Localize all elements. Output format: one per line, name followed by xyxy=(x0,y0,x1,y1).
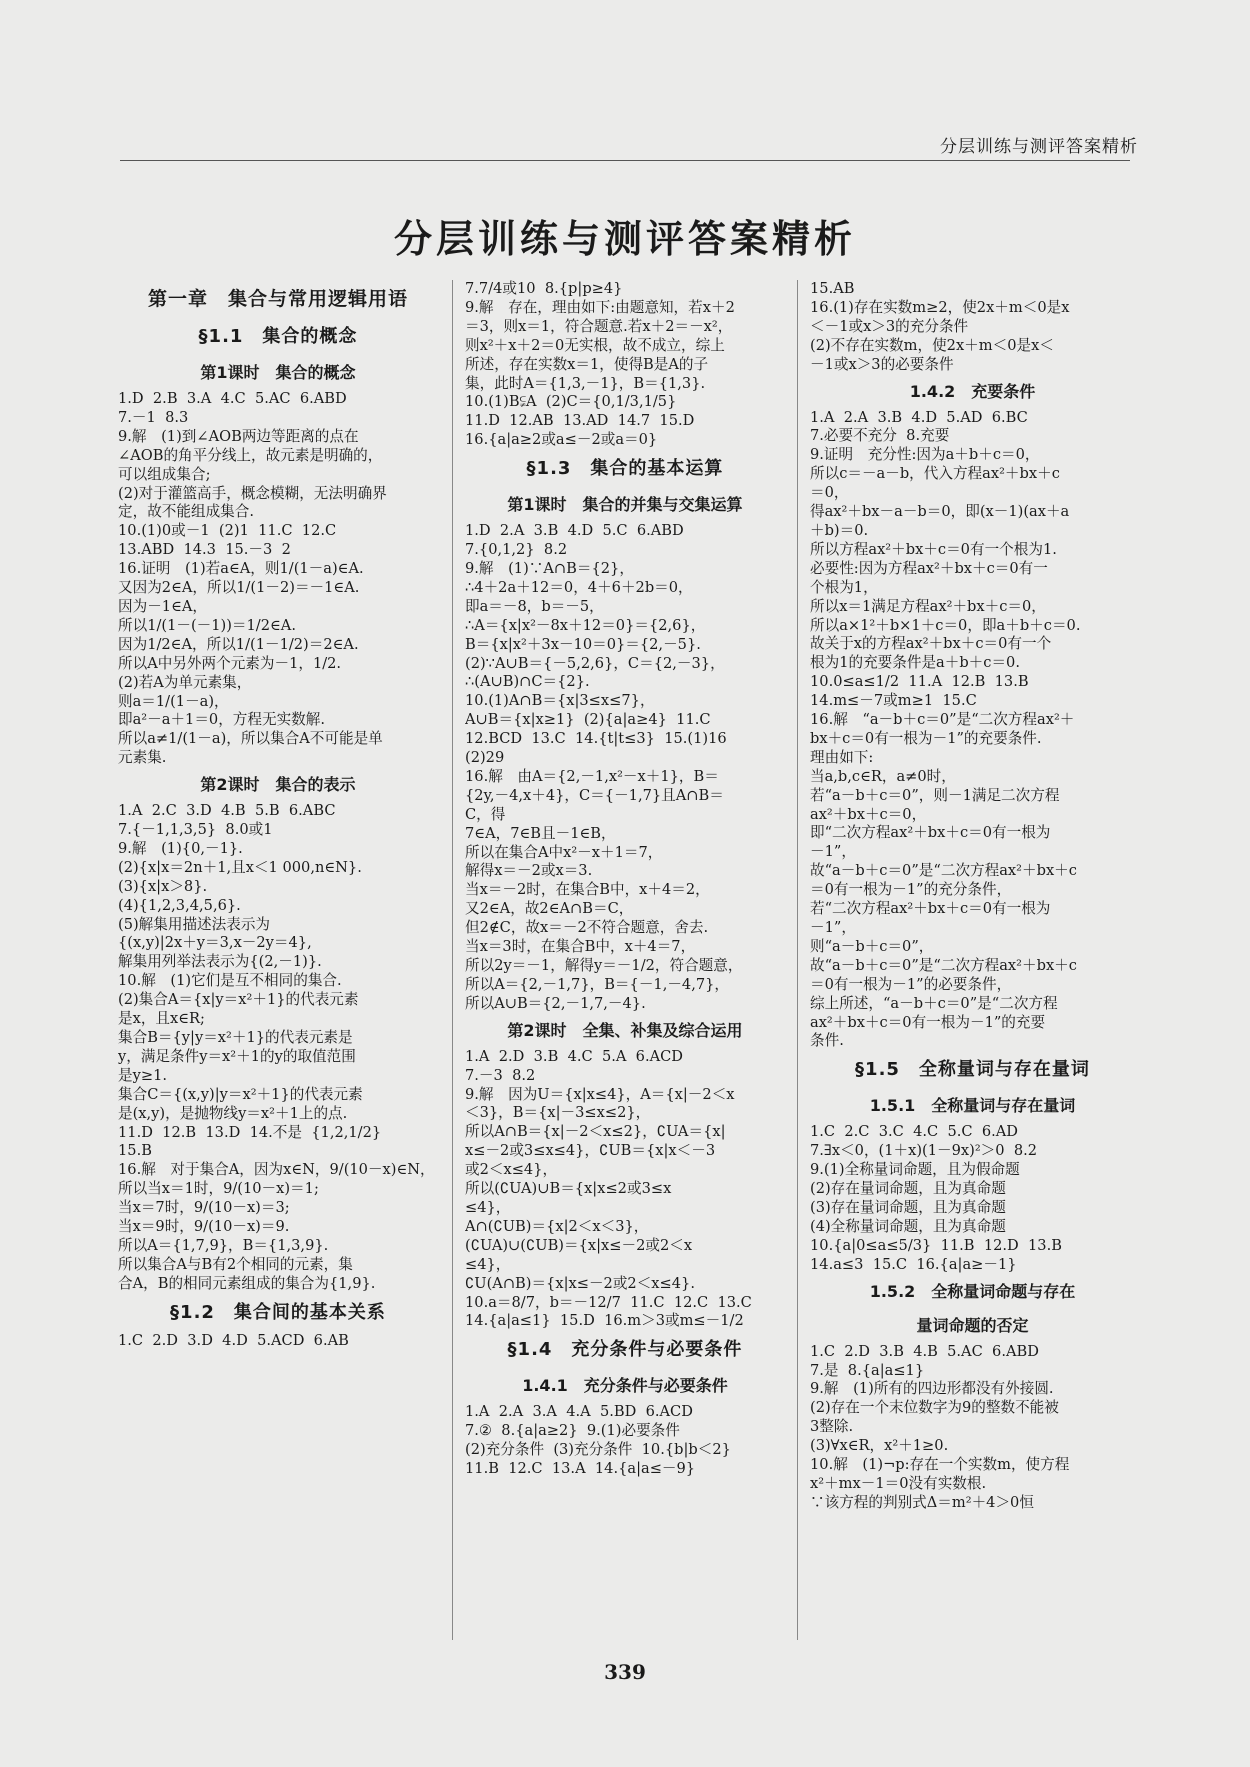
answer-line: 15.AB xyxy=(810,280,855,297)
answer-line: ＝3，则x＝1，符合题意.若x＋2＝－x²， xyxy=(465,317,733,335)
answer-line: 所以x＝1满足方程ax²＋bx＋c＝0， xyxy=(810,597,1046,615)
answer-line: 必要性:因为方程ax²＋bx＋c＝0有一 xyxy=(810,559,1048,577)
answer-line: 因为1/2∈A，所以1/(1－1/2)＝2∈A. xyxy=(118,635,359,653)
answer-line: －1”， xyxy=(810,919,856,936)
answer-line: 1.A 2.C 3.D 4.B 5.B 6.ABC xyxy=(118,802,336,820)
answer-line: 16.解 由A＝{2,－1,x²－x＋1}，B＝ xyxy=(465,767,719,785)
answer-line: 所以2y＝－1，解得y＝－1/2，符合题意， xyxy=(465,957,743,974)
answer-line: (2)对于灌篮高手，概念模糊，无法明确界 xyxy=(118,484,387,502)
answer-line: 或2＜x≤4}， xyxy=(465,1161,558,1179)
answer-line: x≤－2或3≤x≤4}，∁UB＝{x|x＜－3 xyxy=(465,1142,716,1160)
answer-line: 所以A∪B＝{2,－1,7,－4}. xyxy=(465,994,646,1012)
answer-line: 即“二次方程ax²＋bx＋c＝0有一根为 xyxy=(810,824,1051,842)
subsection-heading: 第2课时 集合的表示 xyxy=(200,775,356,795)
answer-line: 11.D 12.B 13.D 14.不是 {1,2,1/2} xyxy=(118,1123,382,1141)
answer-line: 7.－1 8.3 xyxy=(118,408,189,426)
answer-line: (3){x|x＞8}. xyxy=(118,877,208,895)
answer-line: 12.BCD 13.C 14.{t|t≤3} 15.(1)16 xyxy=(465,730,727,748)
page-title: 分层训练与测评答案精析 xyxy=(393,217,856,261)
answer-line: 1.C 2.C 3.C 4.C 5.C 6.AD xyxy=(810,1123,1019,1141)
answer-line: 10.(1)B⫋A (2)C＝{0,1/3,1/5} xyxy=(465,393,677,411)
answer-line: 解集用列举法表示为{(2,－1)}. xyxy=(118,953,322,971)
answer-line: 1.C 2.D 3.B 4.B 5.AC 6.ABD xyxy=(810,1342,1039,1360)
answer-line: ∁U(A∩B)＝{x|x≤－2或2＜x≤4}. xyxy=(465,1274,695,1292)
answer-line: ＜－1或x＞3的充分条件 xyxy=(810,317,969,335)
answer-line: 14.m≤－7或m≥1 15.C xyxy=(810,692,977,710)
answer-line: －1或x＞3的必要条件 xyxy=(810,355,954,373)
answer-line: 是(x,y)，是抛物线y＝x²＋1上的点. xyxy=(118,1104,348,1122)
answer-line: 10.(1)0或－1 (2)1 11.C 12.C xyxy=(118,522,337,540)
answer-line: 7.7/4或10 8.{p|p≥4} xyxy=(465,280,623,297)
answer-line: 1.C 2.D 3.D 4.D 5.ACD 6.AB xyxy=(118,1331,349,1349)
answer-line: ≤4}， xyxy=(465,1198,511,1216)
answer-line: 所以A中另外两个元素为－1，1/2. xyxy=(118,654,342,672)
answer-line: ＝0有一根为－1”的必要条件， xyxy=(810,975,1012,993)
answer-line: 当x＝3时，在集合B中，x＋4＝7， xyxy=(465,938,696,956)
answer-line: ≤4}， xyxy=(465,1255,511,1273)
answer-line: 10.a＝8/7，b＝－12/7 11.C 12.C 13.C xyxy=(465,1293,752,1311)
answer-line: 7.是 8.{a|a≤1} xyxy=(810,1361,925,1379)
answer-line: ＝0， xyxy=(810,484,849,502)
answer-line: 所以a×1²＋b×1＋c＝0，即a＋b＋c＝0. xyxy=(810,616,1081,634)
answer-line: 条件. xyxy=(810,1032,844,1050)
answer-line: 因为－1∈A， xyxy=(118,597,208,615)
answer-line: 则x²＋x＋2＝0无实根，故不成立，综上 xyxy=(465,336,725,354)
answer-line: 所以(∁UA)∪B＝{x|x≤2或3≤x xyxy=(465,1180,672,1198)
answer-line: 9.(1)全称量词命题，且为假命题 xyxy=(810,1161,1020,1179)
answer-line: 14.a≤3 15.C 16.{a|a≥－1} xyxy=(810,1255,1017,1273)
answer-line: ∵该方程的判别式Δ＝m²＋4＞0恒 xyxy=(810,1493,1034,1511)
answer-line: 当x＝9时，9/(10－x)＝9. xyxy=(118,1218,290,1236)
answer-line: 合A，B的相同元素组成的集合为{1,9}. xyxy=(118,1274,376,1292)
answer-line: 即a＝－8，b＝－5， xyxy=(465,597,604,615)
answer-line: 故关于x的方程ax²＋bx＋c＝0有一个 xyxy=(810,635,1052,653)
answer-line: 9.证明 充分性:因为a＋b＋c＝0， xyxy=(810,446,1040,464)
answer-line: 7.必要不充分 8.充要 xyxy=(810,427,950,445)
answer-line: 10.0≤a≤1/2 11.A 12.B 13.B xyxy=(810,673,1029,691)
answer-line: (5)解集用描述法表示为 xyxy=(118,915,271,933)
answer-line: 10.解 (1)它们是互不相同的集合. xyxy=(118,972,342,990)
answer-line: (4){1,2,3,4,5,6}. xyxy=(118,896,241,914)
answer-line: 1.D 2.B 3.A 4.C 5.AC 6.ABD xyxy=(118,390,347,407)
answer-line: 则“a－b＋c＝0”， xyxy=(810,937,934,955)
answer-line: 所以A＝{1,7,9}，B＝{1,3,9}. xyxy=(118,1236,329,1254)
subsection-heading: 第1课时 集合的概念 xyxy=(200,363,356,382)
answer-line: 得ax²＋bx－a－b＝0，即(x－1)(ax＋a xyxy=(810,503,1070,521)
answer-line: 理由如下: xyxy=(810,748,874,766)
answer-line: 个根为1， xyxy=(810,578,878,596)
answer-line: 9.解 存在，理由如下:由题意知，若x＋2 xyxy=(465,298,735,316)
answer-line: (2)集合A＝{x|y＝x²＋1}的代表元素 xyxy=(118,991,359,1009)
answer-line: ＝0有一根为－1”的充分条件， xyxy=(810,881,1012,899)
answer-line: 7.－3 8.2 xyxy=(465,1066,536,1084)
answer-line: 7.② 8.{a|a≥2} 9.(1)必要条件 xyxy=(465,1422,680,1440)
answer-line: 9.解 (1)到∠AOB两边等距离的点在 xyxy=(118,427,359,445)
answer-line: 7∈A，7∈B且－1∈B， xyxy=(465,824,616,842)
answer-line: 解得x＝－2或x＝3. xyxy=(465,862,593,880)
subsection-heading: 第2课时 全集、补集及综合运用 xyxy=(507,1020,743,1040)
answer-line: {(x,y)|2x＋y＝3,x－2y＝4}, xyxy=(118,934,312,952)
answer-line: 所以方程ax²＋bx＋c＝0有一个根为1. xyxy=(810,540,1057,558)
answer-line: 9.解 (1){0,－1}. xyxy=(118,839,243,857)
answer-line: 故“a－b＋c＝0”是“二次方程ax²＋bx＋c xyxy=(810,862,1077,880)
subsection-heading: 1.5.1 全称量词与存在量词 xyxy=(869,1096,1076,1116)
answer-line: 所以在集合A中x²－x＋1＝7， xyxy=(465,843,663,861)
answer-line: 16.证明 (1)若a∈A，则1/(1－a)∈A. xyxy=(118,560,364,578)
answer-line: 所以当x＝1时，9/(10－x)＝1; xyxy=(118,1180,319,1198)
section-heading: §1.1 集合的概念 xyxy=(198,326,358,347)
subsection-heading: 量词命题的否定 xyxy=(916,1315,1029,1335)
column-3 xyxy=(810,280,1135,1645)
answer-line: 则a＝1/(1－a)， xyxy=(118,692,229,710)
answer-line: (2){x|x＝2n＋1,且x＜1 000,n∈N}. xyxy=(118,858,362,876)
subsection-heading: 第1课时 集合的并集与交集运算 xyxy=(507,495,743,515)
subsection-heading: 1.5.2 全称量词命题与存在 xyxy=(869,1281,1076,1301)
answer-line: 定，故不能组成集合. xyxy=(118,503,254,521)
answer-line: 集合B＝{y|y＝x²＋1}的代表元素是 xyxy=(118,1029,353,1046)
running-head: 分层训练与测评答案精析 xyxy=(940,137,1138,157)
answer-line: 11.D 12.AB 13.AD 14.7 15.D xyxy=(465,412,695,430)
answer-line: 但2∉C，故x＝－2不符合题意，舍去. xyxy=(465,919,709,937)
answer-line: 根为1的充要条件是a＋b＋c＝0. xyxy=(810,654,1020,672)
answer-line: ∴4＋2a＋12＝0，4＋6＋2b＝0， xyxy=(465,578,693,596)
answer-line: 所以集合A与B有2个相同的元素，集 xyxy=(118,1255,353,1273)
answer-line: ∠AOB的角平分线上，故元素是明确的， xyxy=(118,446,383,464)
answer-line: 元素集. xyxy=(118,749,167,767)
answer-line: 集，此时A＝{1,3,－1}，B＝{1,3}. xyxy=(465,374,706,392)
section-heading: §1.4 充分条件与必要条件 xyxy=(507,1339,743,1361)
answer-line: x²＋mx－1＝0没有实数根. xyxy=(810,1474,987,1492)
answer-line: 9.解 (1)∵A∩B＝{2}， xyxy=(465,559,634,577)
answer-line: (4)全称量词命题，且为真命题 xyxy=(810,1217,1006,1235)
answer-line: ax²＋bx＋c＝0， xyxy=(810,805,927,823)
answer-line: －1”， xyxy=(810,843,856,861)
answer-line: 10.{a|0≤a≤5/3} 11.B 12.D 13.B xyxy=(810,1236,1062,1254)
answer-line: ∴(A∪B)∩C＝{2}. xyxy=(465,673,590,691)
section-heading: §1.5 全称量词与存在量词 xyxy=(855,1059,1090,1081)
answer-line: A∪B＝{x|x≥1} (2){a|a≥4} 11.C xyxy=(465,711,711,729)
answer-line: B＝{x|x²＋3x－10＝0}＝{2,－5}. xyxy=(465,635,701,653)
answer-line: 13.ABD 14.3 15.－3 2 xyxy=(118,541,291,559)
answer-line: ＋b)＝0. xyxy=(810,521,869,539)
answer-line: y，满足条件y＝x²＋1的y的取值范围 xyxy=(118,1047,356,1065)
answer-line: (2)若A为单元素集， xyxy=(118,673,252,691)
answer-line: 综上所述，“a－b＋c＝0”是“二次方程 xyxy=(810,994,1058,1012)
section-heading: §1.2 集合间的基本关系 xyxy=(170,1301,386,1323)
answer-line: 16.解 “a－b＋c＝0”是“二次方程ax²＋ xyxy=(810,711,1075,729)
header-rule xyxy=(120,160,1130,161)
answer-line: C，得 xyxy=(465,805,506,823)
answer-line: 当x＝－2时，在集合B中，x＋4＝2， xyxy=(465,881,710,899)
answer-line: 10.(1)A∩B＝{x|3≤x≤7}， xyxy=(465,692,655,710)
answer-line: 9.解 因为U＝{x|x≤4}，A＝{x|－2＜x xyxy=(465,1085,735,1103)
answer-line: 所以A∩B＝{x|－2＜x≤2}，∁UA＝{x| xyxy=(465,1123,726,1141)
answer-line: A∩(∁UB)＝{x|2＜x＜3}， xyxy=(465,1217,649,1235)
answer-line: 16.{a|a≥2或a≤－2或a＝0} xyxy=(465,431,658,449)
answer-line: 10.解 (1)¬p:存在一个实数m，使方程 xyxy=(810,1456,1070,1474)
column-2 xyxy=(465,280,785,1645)
answer-line: (2)29 xyxy=(465,749,505,767)
page-number: 339 xyxy=(604,1660,646,1684)
answer-line: (3)∀x∈R，x²＋1≥0. xyxy=(810,1437,949,1455)
answer-line: 所述，存在实数x＝1，使得B是A的子 xyxy=(465,355,709,373)
answer-line: 14.{a|a≤1} 15.D 16.m＞3或m≤－1/2 xyxy=(465,1312,744,1330)
answer-line: 又因为2∈A，所以1/(1－2)＝－1∈A. xyxy=(118,579,360,597)
answer-line: 1.A 2.D 3.B 4.C 5.A 6.ACD xyxy=(465,1047,684,1065)
answer-line: 即a²－a＋1＝0，方程无实数解. xyxy=(118,711,325,729)
answer-line: 7.{0,1,2} 8.2 xyxy=(465,541,568,559)
answer-line: (3)存在量词命题，且为真命题 xyxy=(810,1198,1006,1216)
answer-line: 所以A＝{2,－1,7}，B＝{－1,－4,7}， xyxy=(465,975,730,993)
answer-line: (2)不存在实数m，使2x＋m＜0是x＜ xyxy=(810,336,1054,354)
answer-line: 若“a－b＋c＝0”，则－1满足二次方程 xyxy=(810,786,1060,804)
column-divider xyxy=(452,280,453,1640)
answer-line: 11.B 12.C 13.A 14.{a|a≤－9} xyxy=(465,1460,696,1478)
answer-line: 3整除. xyxy=(810,1418,854,1436)
answer-line: (∁UA)∪(∁UB)＝{x|x≤－2或2＜x xyxy=(465,1236,693,1254)
answer-line: 是y≥1. xyxy=(118,1066,167,1084)
column-divider xyxy=(797,280,798,1640)
answer-line: 若“二次方程ax²＋bx＋c＝0有一根为 xyxy=(810,900,1051,918)
answer-line: 集合C＝{(x,y)|y＝x²＋1}的代表元素 xyxy=(118,1085,363,1103)
column-1 xyxy=(118,280,438,1645)
answer-line: 当x＝7时，9/(10－x)＝3; xyxy=(118,1199,290,1217)
section-heading: §1.3 集合的基本运算 xyxy=(526,458,724,480)
subsection-heading: 1.4.1 充分条件与必要条件 xyxy=(522,1376,728,1396)
subsection-heading: 1.4.2 充要条件 xyxy=(909,381,1036,401)
answer-line: ＜3}，B＝{x|－3≤x≤2}， xyxy=(465,1104,651,1122)
answer-line: (2)∵A∪B＝{－5,2,6}，C＝{2,－3}， xyxy=(465,654,725,672)
answer-line: 16.解 对于集合A，因为x∈N，9/(10－x)∈N， xyxy=(118,1161,435,1179)
answer-line: 可以组成集合; xyxy=(118,465,211,483)
answer-line: 16.(1)存在实数m≥2，使2x＋m＜0是x xyxy=(810,298,1070,316)
answer-line: (2)存在量词命题，且为真命题 xyxy=(810,1180,1006,1198)
answer-line: 7.∃x＜0，(1＋x)(1－9x)²＞0 8.2 xyxy=(810,1142,1038,1160)
answer-line: 又2∈A，故2∈A∩B＝C， xyxy=(465,900,634,918)
answer-line: 当a,b,c∈R，a≠0时， xyxy=(810,767,956,785)
answer-line: bx＋c＝0有一根为－1”的充要条件. xyxy=(810,729,1042,747)
answer-line: {2y,－4,x＋4}，C＝{－1,7}且A∩B＝ xyxy=(465,786,724,804)
section-heading: 第一章 集合与常用逻辑用语 xyxy=(147,288,408,310)
answer-line: 故“a－b＋c＝0”是“二次方程ax²＋bx＋c xyxy=(810,956,1077,974)
answer-line: ∴A＝{x|x²－8x＋12＝0}＝{2,6}， xyxy=(465,616,706,634)
answer-line: 7.{－1,1,3,5} 8.0或1 xyxy=(118,821,273,839)
answer-line: 是x，且x∈R; xyxy=(118,1010,205,1028)
answer-line: 1.D 2.A 3.B 4.D 5.C 6.ABD xyxy=(465,522,684,540)
answer-line: 9.解 (1)所有的四边形都没有外接圆. xyxy=(810,1380,1054,1398)
answer-line: 15.B xyxy=(118,1142,152,1160)
answer-line: ax²＋bx＋c＝0有一根为－1”的充要 xyxy=(810,1013,1046,1031)
answer-line: 所以1/(1－(－1))＝1/2∈A. xyxy=(118,616,296,634)
answer-line: 所以c＝－a－b，代入方程ax²＋bx＋c xyxy=(810,465,1060,483)
answer-line: 所以a≠1/(1－a)，所以集合A不可能是单 xyxy=(118,730,383,748)
answer-line: (2)存在一个末位数字为9的整数不能被 xyxy=(810,1399,1059,1417)
answer-line: (2)充分条件 (3)充分条件 10.{b|b＜2} xyxy=(465,1441,731,1459)
answer-line: 1.A 2.A 3.A 4.A 5.BD 6.ACD xyxy=(465,1403,693,1421)
answer-line: 1.A 2.A 3.B 4.D 5.AD 6.BC xyxy=(810,408,1028,426)
